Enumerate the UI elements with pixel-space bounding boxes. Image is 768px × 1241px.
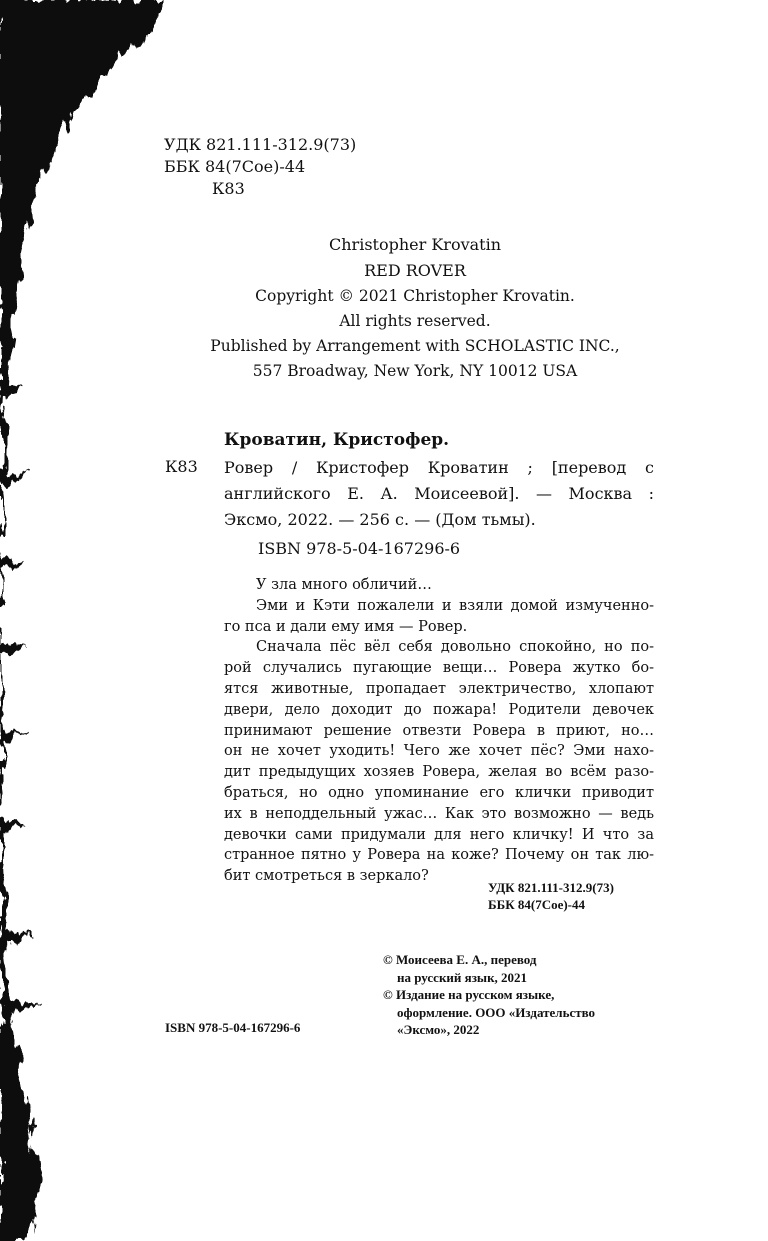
biblio-line: английского Е. А. Моисеевой]. — Москва : <box>224 484 654 503</box>
author-mark: К83 <box>212 179 245 198</box>
copyright-ru-line: © Издание на русском языке, <box>383 987 555 1002</box>
annotation-line: го пса и дали ему имя — Ровер. <box>224 618 468 635</box>
original-author: Christopher Krovatin <box>329 235 501 254</box>
annotation-line: он не хочет уходить! Чего же хочет пёс? Эми нахо- <box>224 743 654 760</box>
annotation-line: дит предыдущих хозяев Ровера, желая во всём разо- <box>224 764 654 781</box>
author-mark-side: К83 <box>165 457 198 476</box>
copyright-ru-line: © Моисеева Е. А., перевод <box>383 952 537 967</box>
annotation-line: бит смотреться в зеркало? <box>224 868 429 885</box>
rights-line: All rights reserved. <box>339 312 491 330</box>
catalog-bottom <box>488 879 614 913</box>
annotation-line: У зла много обличий… <box>256 577 432 593</box>
annotation-line: ятся животные, пропадает электричество, хлопают <box>224 680 654 697</box>
bbk-code: ББК 84(7Сое)-44 <box>164 157 306 176</box>
annotation-line: девочки сами придумали для него кличку! И что за <box>224 826 654 843</box>
biblio-line: Ровер / Кристофер Кроватин ; [перевод с <box>224 458 654 477</box>
copyright-line: Copyright © 2021 Christopher Krovatin. <box>255 287 575 305</box>
bibliographic-description <box>224 455 654 533</box>
annotation-line: двери, дело доходит до пожара! Родители девочек <box>224 701 654 718</box>
annotation <box>224 575 654 887</box>
copyright-ru-line: «Эксмо», 2022 <box>397 1022 480 1037</box>
annotation-line: странное пятно у Ровера на коже? Почему он так лю- <box>224 847 654 864</box>
udk-code: УДК 821.111-312.9(73) <box>164 135 357 154</box>
annotation-line: Сначала пёс вёл себя довольно спокойно, но по- <box>256 639 654 656</box>
udk-code-bottom: УДК 821.111-312.9(73) <box>488 880 614 895</box>
annotation-line: их в неподдельный ужас… Как это возможно — ведь <box>224 805 654 822</box>
isbn-bottom: ISBN 978-5-04-167296-6 <box>165 1020 301 1035</box>
copyright-ru-line: оформление. ООО «Издательство <box>397 1004 596 1020</box>
biblio-line: Эксмо, 2022. — 256 с. — (Дом тьмы). <box>224 510 536 529</box>
author-heading: Кроватин, Кристофер. <box>224 430 450 450</box>
annotation-line: принимают решение отвезти Ровера в приют, но… <box>224 722 654 739</box>
arrangement-line: Published by Arrangement with SCHOLASTIC INC., <box>210 337 620 355</box>
annotation-line: рой случались пугающие вещи… Ровера жутко бо- <box>224 660 654 677</box>
original-edition-info <box>160 232 670 384</box>
address-line: 557 Broadway, New York, NY 10012 USA <box>252 362 578 380</box>
annotation-line: Эми и Кэти пожалели и взяли домой измученно- <box>256 597 654 614</box>
copyright-ru-line: на русский язык, 2021 <box>397 969 528 985</box>
catalog-top <box>164 134 356 200</box>
isbn-main: ISBN 978-5-04-167296-6 <box>258 539 461 558</box>
annotation-line: браться, но одно упоминание его клички приводит <box>224 784 654 801</box>
original-title: RED ROVER <box>364 261 466 280</box>
grunge-edge-decoration <box>0 0 170 1241</box>
bbk-code-bottom: ББК 84(7Сое)-44 <box>488 897 586 912</box>
russian-copyrights <box>383 951 595 1039</box>
